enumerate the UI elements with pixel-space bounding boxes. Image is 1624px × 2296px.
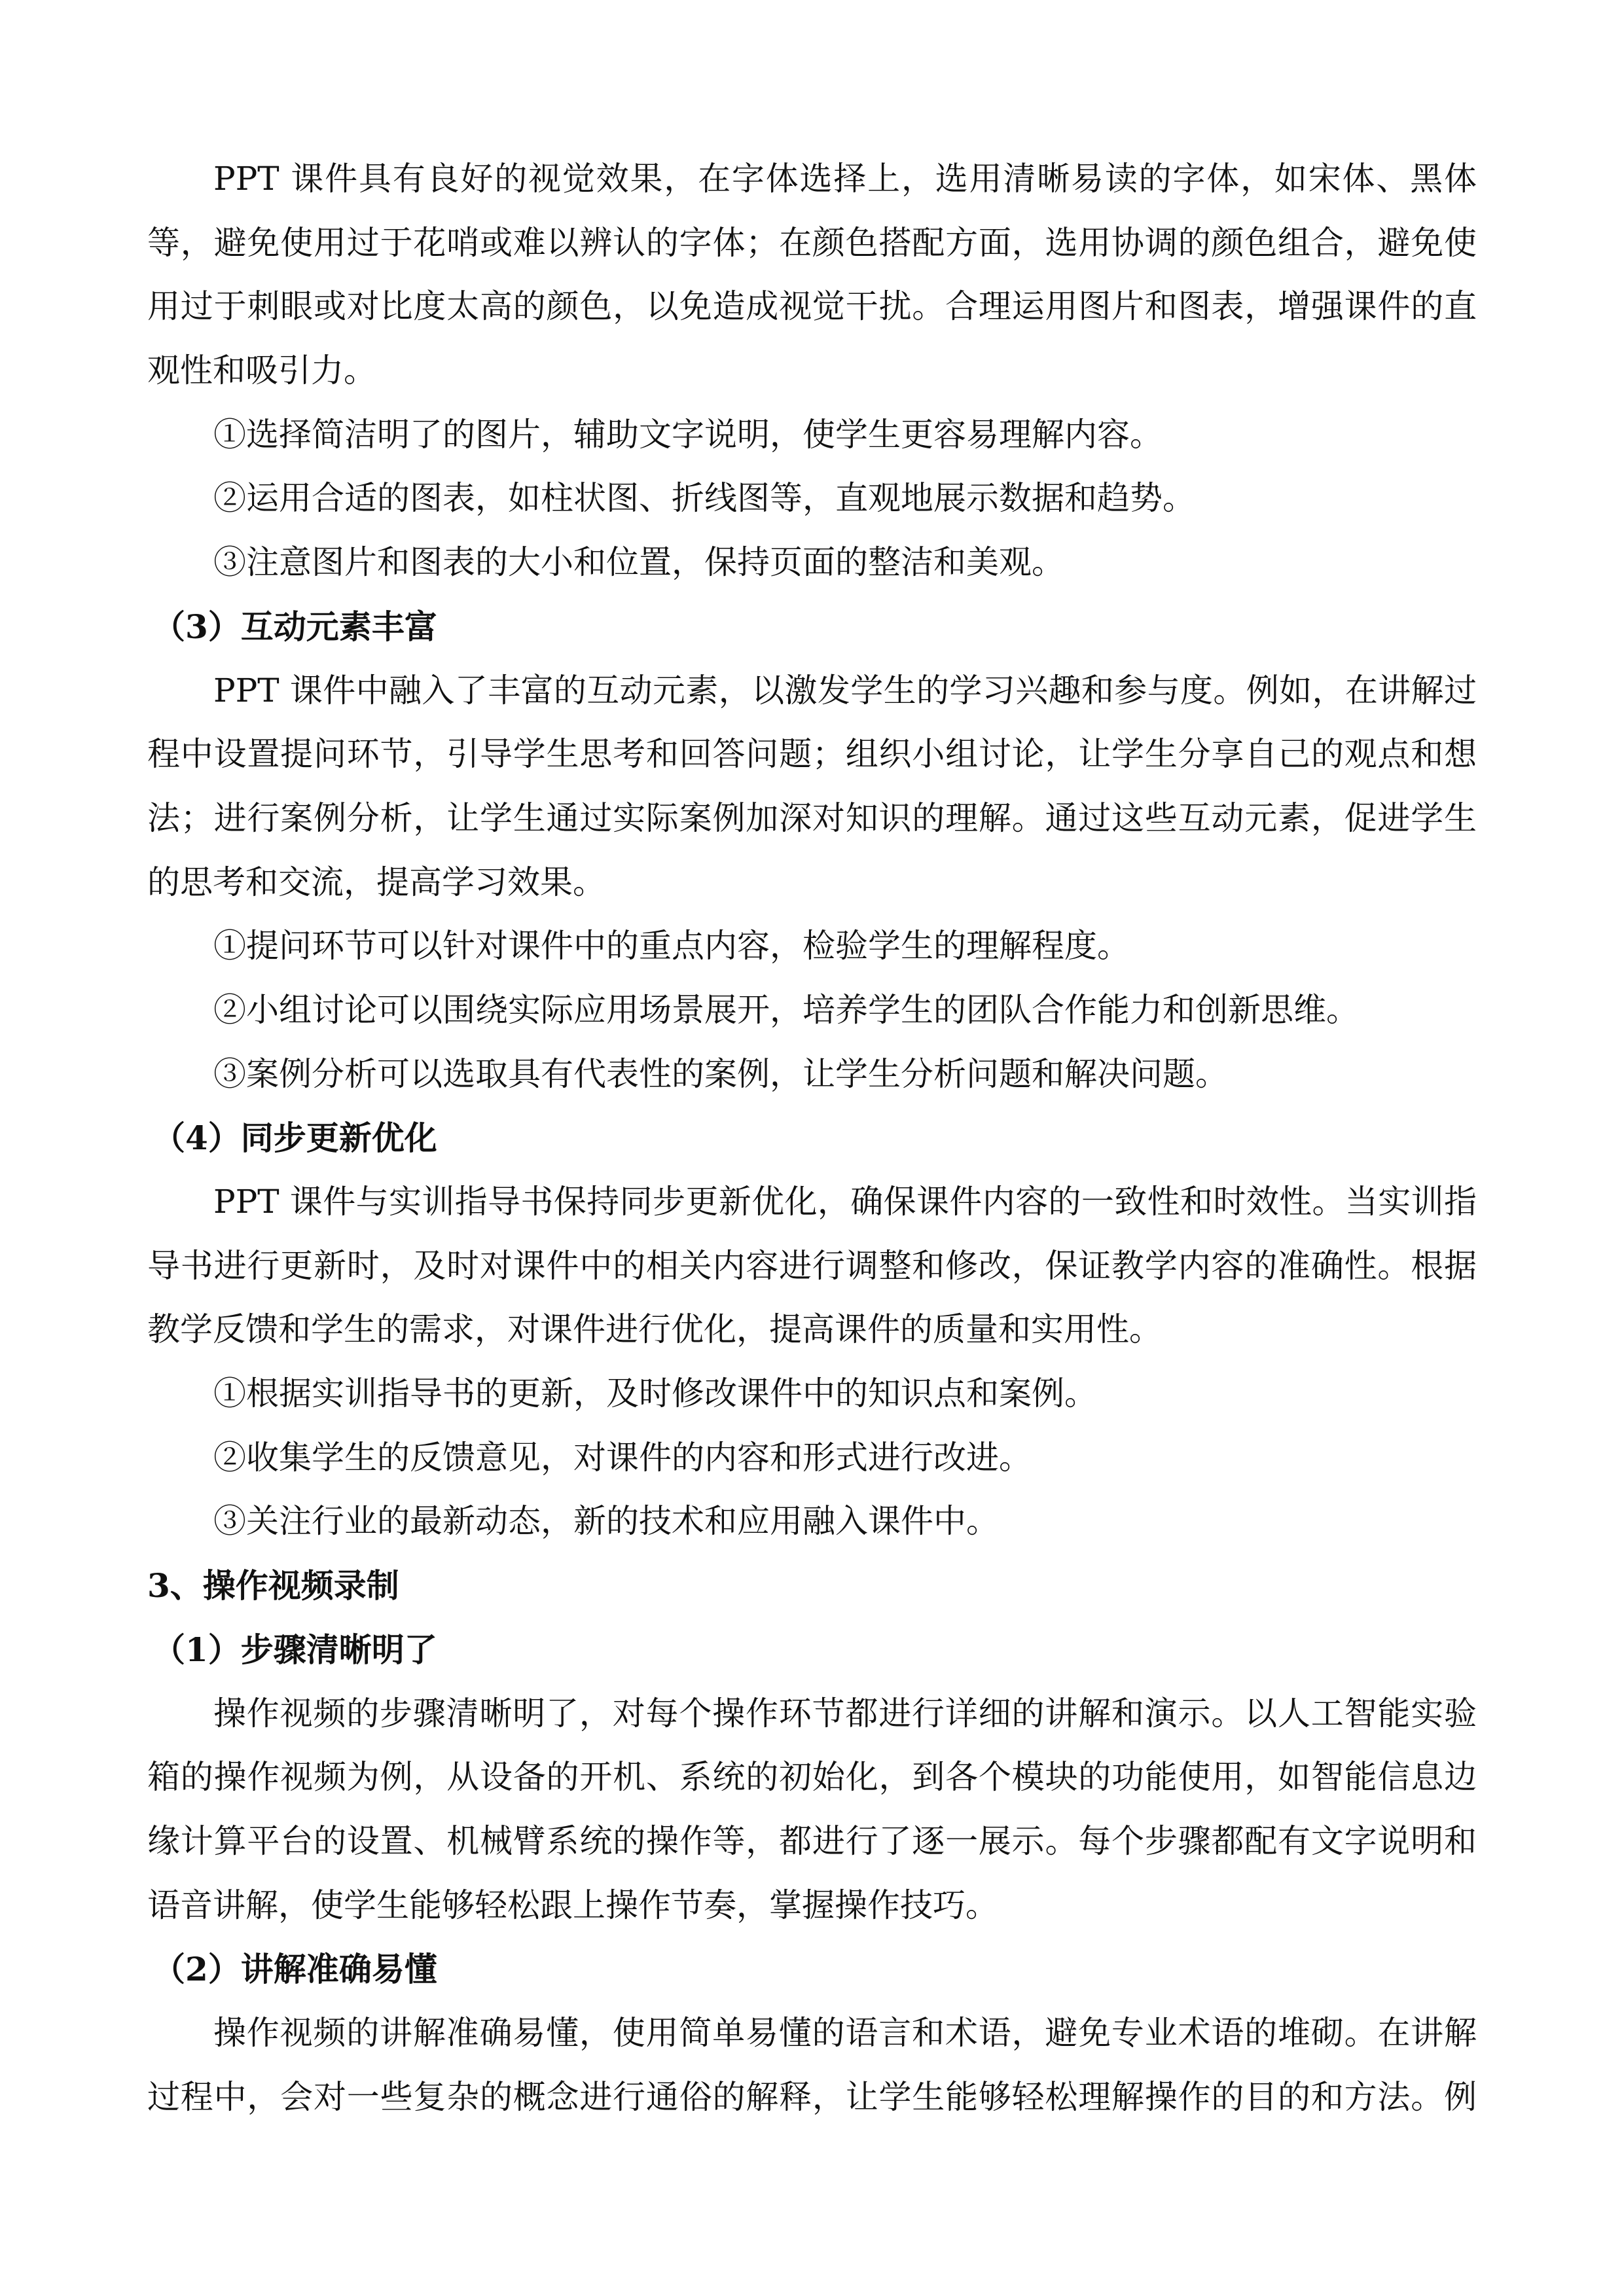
text-line: 缘计算平台的设置、机械臂系统的操作等，都进行了逐一展示。每个步骤都配有文字说明和	[147, 1821, 1477, 1860]
list-item	[147, 978, 1477, 1043]
text-line: 法；进行案例分析，让学生通过实际案例加深对知识的理解。通过这些互动元素，促进学生	[147, 798, 1477, 837]
text-line: 3、操作视频录制	[147, 1566, 399, 1605]
text-line: 用过于刺眼或对比度太高的颜色，以免造成视觉干扰。合理运用图片和图表，增强课件的直	[147, 287, 1477, 326]
list-item	[147, 467, 1477, 531]
list-item	[147, 1043, 1477, 1107]
list-item	[147, 914, 1477, 978]
list-item	[147, 1490, 1477, 1554]
section-heading	[147, 1554, 1477, 1618]
subsection-heading	[147, 1618, 1477, 1682]
text-line: 导书进行更新时，及时对课件中的相关内容进行调整和修改，保证教学内容的准确性。根据	[147, 1246, 1477, 1285]
list-item	[147, 403, 1477, 467]
text-line: 操作视频的步骤清晰明了，对每个操作环节都进行详细的讲解和演示。以人工智能实验	[213, 1694, 1477, 1732]
list-item	[147, 1426, 1477, 1490]
list-item	[147, 531, 1477, 595]
paragraph	[147, 2001, 1477, 2129]
paragraph	[147, 147, 1477, 403]
text-line: 教学反馈和学生的需求，对课件进行优化，提高课件的质量和实用性。	[147, 1310, 1162, 1349]
text-line: ①提问环节可以针对课件中的重点内容，检验学生的理解程度。	[213, 927, 1130, 965]
text-line: 箱的操作视频为例，从设备的开机、系统的初始化，到各个模块的功能使用，如智能信息边	[147, 1758, 1477, 1797]
list-item	[147, 1362, 1477, 1426]
text-line: （2）讲解准确易懂	[153, 1950, 437, 1989]
text-line: PPT 课件与实训指导书保持同步更新优化，确保课件内容的一致性和时效性。当实训指	[213, 1183, 1477, 1221]
text-line: PPT 课件中融入了丰富的互动元素，以激发学生的学习兴趣和参与度。例如，在讲解过	[213, 671, 1477, 709]
text-line: 程中设置提问环节，引导学生思考和回答问题；组织小组讨论，让学生分享自己的观点和想	[147, 735, 1477, 774]
paragraph	[147, 1170, 1477, 1362]
subsection-heading	[147, 1937, 1477, 2001]
subsection-heading	[147, 595, 1477, 659]
subsection-heading	[147, 1106, 1477, 1170]
text-line: （4）同步更新优化	[153, 1119, 437, 1158]
text-line: 语音讲解，使学生能够轻松跟上操作节奏，掌握操作技巧。	[147, 1886, 998, 1924]
text-line: ①根据实训指导书的更新，及时修改课件中的知识点和案例。	[213, 1374, 1097, 1413]
text-line: ③注意图片和图表的大小和位置，保持页面的整洁和美观。	[213, 543, 1064, 582]
paragraph	[147, 1682, 1477, 1938]
text-line: 过程中，会对一些复杂的概念进行通俗的解释，让学生能够轻松理解操作的目的和方法。例	[147, 2077, 1477, 2116]
text-line: ②收集学生的反馈意见，对课件的内容和形式进行改进。	[213, 1438, 1032, 1477]
text-line: ③案例分析可以选取具有代表性的案例，让学生分析问题和解决问题。	[213, 1054, 1228, 1093]
text-line: 观性和吸引力。	[147, 351, 376, 390]
text-line: （3）互动元素丰富	[153, 607, 437, 646]
text-line: （1）步骤清晰明了	[153, 1630, 437, 1669]
text-line: 操作视频的讲解准确易懂，使用简单易懂的语言和术语，避免专业术语的堆砌。在讲解	[213, 2013, 1477, 2052]
text-line: ①选择简洁明了的图片，辅助文字说明，使学生更容易理解内容。	[213, 415, 1163, 454]
paragraph	[147, 659, 1477, 915]
text-line: 的思考和交流，提高学习效果。	[147, 863, 605, 901]
text-line: ②小组讨论可以围绕实际应用场景展开，培养学生的团队合作能力和创新思维。	[213, 990, 1359, 1029]
text-line: PPT 课件具有良好的视觉效果，在字体选择上，选用清晰易读的字体，如宋体、黑体	[213, 160, 1477, 198]
text-line: ②运用合适的图表，如柱状图、折线图等，直观地展示数据和趋势。	[213, 479, 1195, 518]
text-line: ③关注行业的最新动态，新的技术和应用融入课件中。	[213, 1502, 999, 1541]
text-line: 等，避免使用过于花哨或难以辨认的字体；在颜色搭配方面，选用协调的颜色组合，避免使	[147, 223, 1477, 262]
document-body	[147, 147, 1477, 2129]
